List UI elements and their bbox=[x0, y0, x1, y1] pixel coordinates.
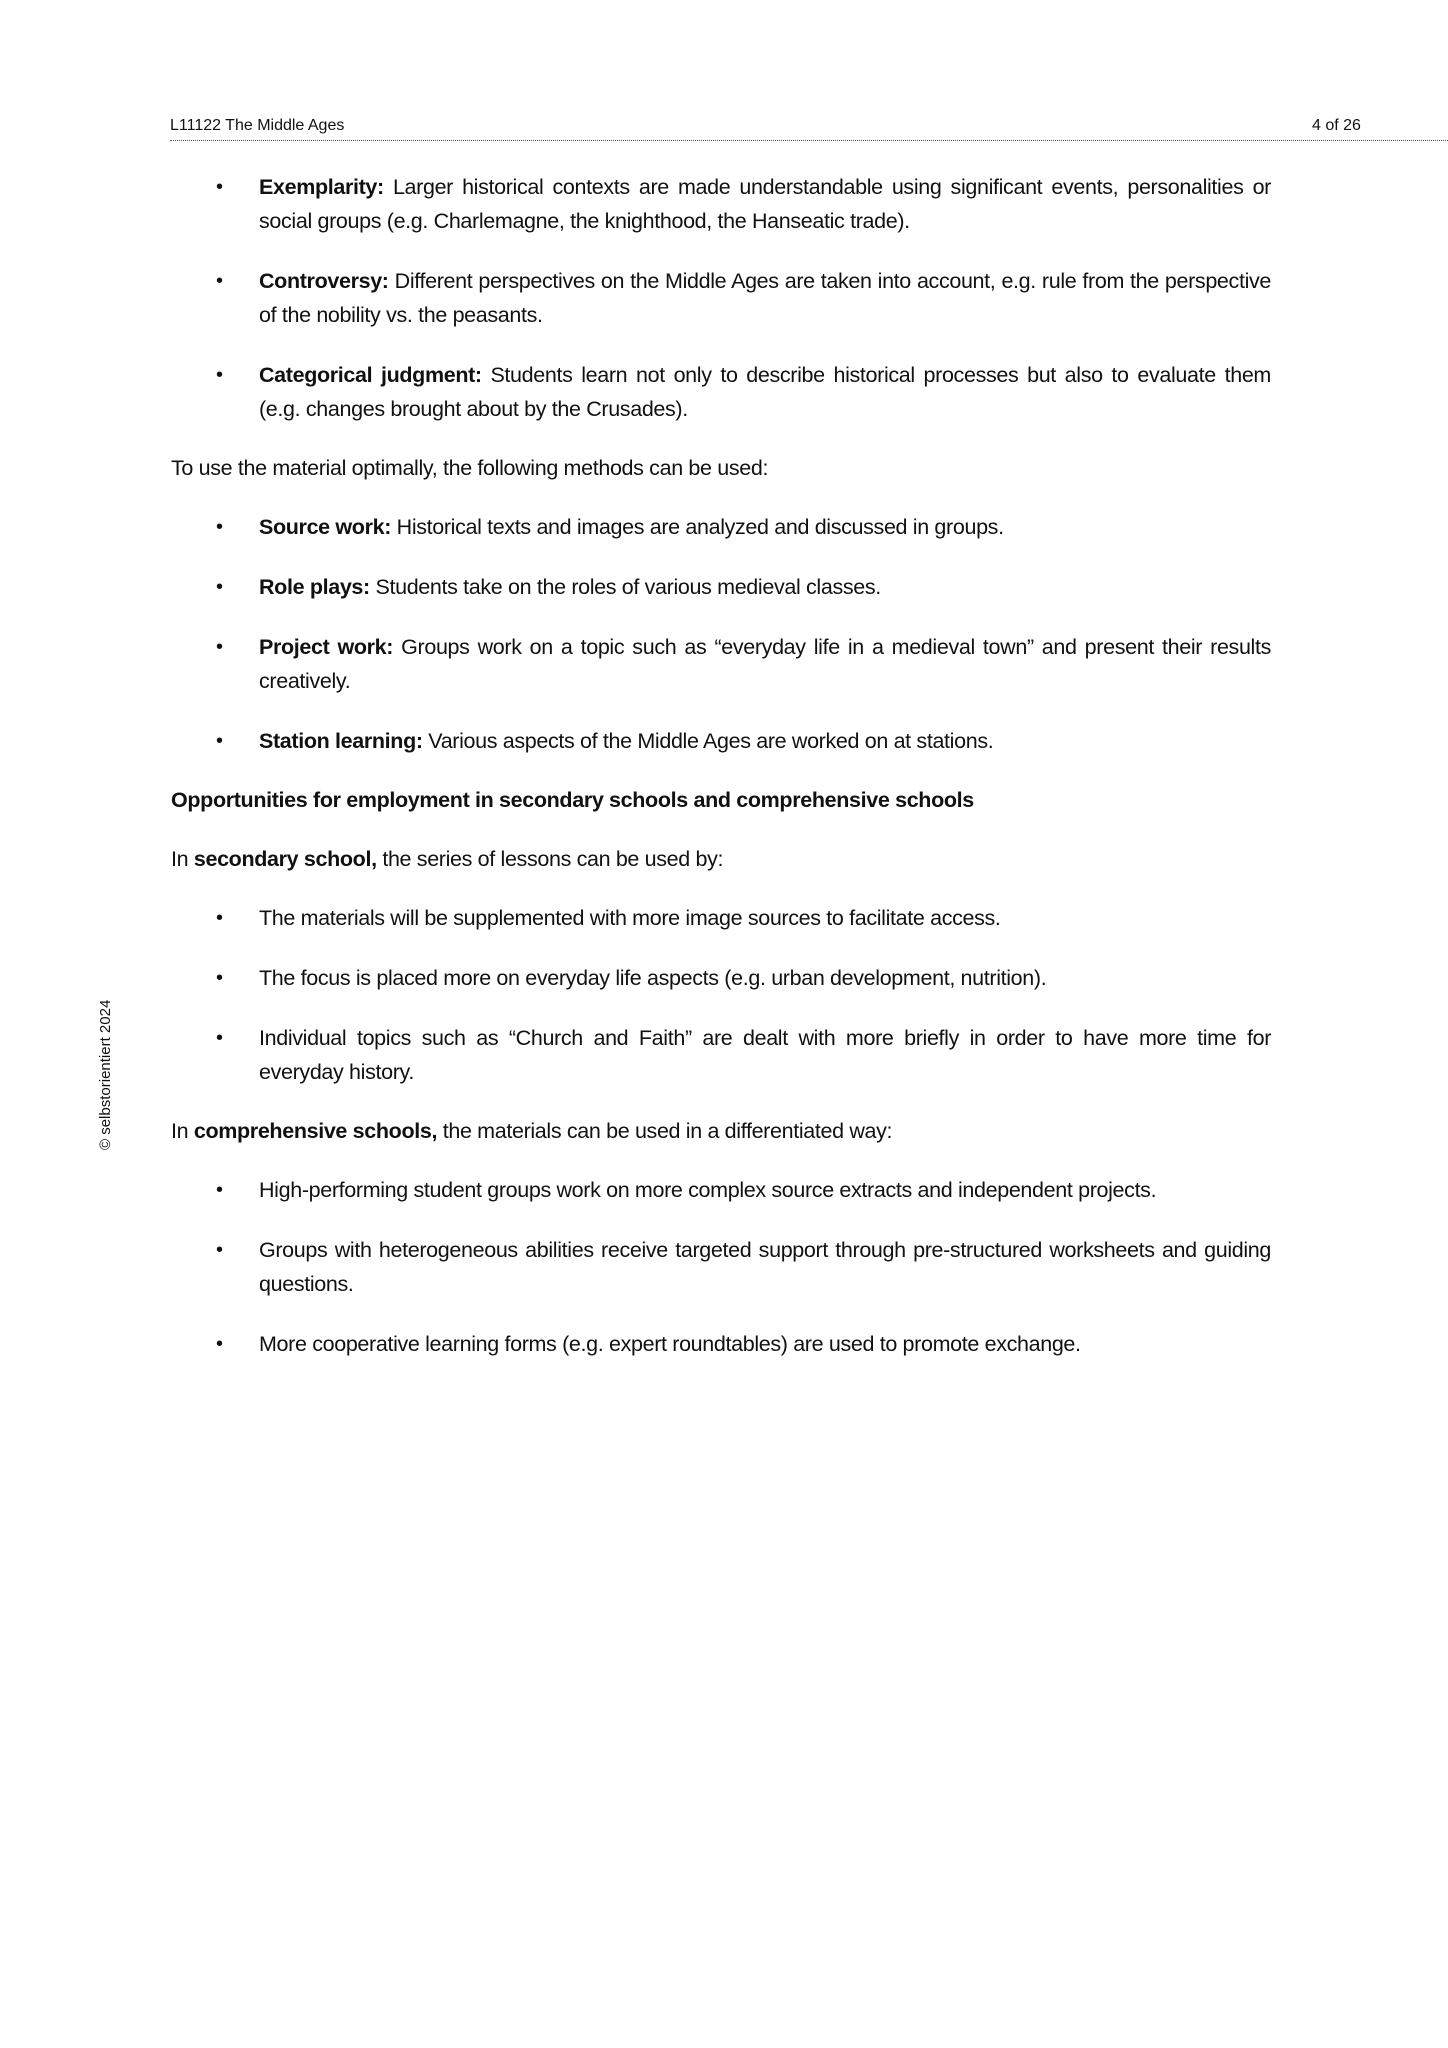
list-item bbox=[171, 570, 1271, 604]
list-item bbox=[171, 961, 1271, 995]
list-item bbox=[171, 1021, 1271, 1089]
methods-list bbox=[171, 510, 1271, 758]
page-indicator: 4 of 26 bbox=[1312, 117, 1361, 134]
bullet-icon: • bbox=[216, 1239, 223, 1261]
document-title: L11122 The Middle Ages bbox=[170, 117, 345, 134]
item-term: Categorical judgment: bbox=[259, 363, 482, 387]
item-term: Controversy: bbox=[259, 269, 389, 293]
list-item bbox=[171, 170, 1271, 238]
page-header bbox=[170, 116, 1448, 141]
criteria-list bbox=[171, 170, 1271, 426]
item-text: Students take on the roles of various medieval classes. bbox=[369, 575, 881, 599]
comprehensive-intro bbox=[171, 1114, 1271, 1148]
item-text: More cooperative learning forms (e.g. expert roundtables) are used to promote exchange. bbox=[259, 1332, 1081, 1356]
copyright-notice: © selbstorientiert 2024 bbox=[97, 999, 114, 1150]
item-term: Station learning: bbox=[259, 729, 423, 753]
item-text: Larger historical contexts are made understandable using significant events, personalities or social groups (e.g. Charlemagne, the knighthood, the Hanseatic trade). bbox=[259, 175, 1271, 233]
item-text: Historical texts and images are analyzed and discussed in groups. bbox=[391, 515, 1004, 539]
bullet-icon: • bbox=[216, 364, 223, 386]
item-text: The materials will be supplemented with more image sources to facilitate access. bbox=[259, 906, 1001, 930]
item-text: The focus is placed more on everyday life aspects (e.g. urban development, nutrition). bbox=[259, 966, 1047, 990]
list-item bbox=[171, 1233, 1271, 1301]
bullet-icon: • bbox=[216, 176, 223, 198]
item-term: Role plays: bbox=[259, 575, 370, 599]
bullet-icon: • bbox=[216, 907, 223, 929]
item-term: Project work: bbox=[259, 635, 394, 659]
item-text: Students learn not only to describe historical processes but also to evaluate them (e.g. changes brought about by the Crusades). bbox=[259, 363, 1271, 421]
item-text: High-performing student groups work on more complex source extracts and independent projects. bbox=[259, 1178, 1157, 1202]
secondary-list bbox=[171, 901, 1271, 1089]
bullet-icon: • bbox=[216, 730, 223, 752]
item-text: Various aspects of the Middle Ages are worked on at stations. bbox=[422, 729, 994, 753]
bullet-icon: • bbox=[216, 1333, 223, 1355]
bullet-icon: • bbox=[216, 1179, 223, 1201]
list-item bbox=[171, 358, 1271, 426]
intro-prefix: In bbox=[171, 847, 194, 871]
intro-bold: comprehensive schools, bbox=[193, 1119, 438, 1143]
intro-prefix: In bbox=[171, 1119, 194, 1143]
bullet-icon: • bbox=[216, 967, 223, 989]
intro-bold: secondary school, bbox=[193, 847, 377, 871]
list-item bbox=[171, 901, 1271, 935]
intro-suffix: the materials can be used in a differentiated way: bbox=[437, 1119, 893, 1143]
list-item bbox=[171, 724, 1271, 758]
list-item bbox=[171, 264, 1271, 332]
item-text: Different perspectives on the Middle Ages are taken into account, e.g. rule from the perspective of the nobility vs. the peasants. bbox=[259, 269, 1271, 327]
item-term: Source work: bbox=[259, 515, 392, 539]
list-item bbox=[171, 1327, 1271, 1361]
comprehensive-list bbox=[171, 1173, 1271, 1361]
bullet-icon: • bbox=[216, 636, 223, 658]
list-item bbox=[171, 630, 1271, 698]
intro-suffix: the series of lessons can be used by: bbox=[376, 847, 724, 871]
document-body bbox=[171, 170, 1271, 1386]
bullet-icon: • bbox=[216, 516, 223, 538]
bullet-icon: • bbox=[216, 270, 223, 292]
list-item bbox=[171, 510, 1271, 544]
item-text: Groups with heterogeneous abilities receive targeted support through pre-structured worksheets and guiding questions. bbox=[259, 1238, 1271, 1296]
methods-intro: To use the material optimally, the following methods can be used: bbox=[171, 456, 769, 480]
item-term: Exemplarity: bbox=[259, 175, 384, 199]
item-text: Groups work on a topic such as “everyday life in a medieval town” and present their results creatively. bbox=[259, 635, 1272, 693]
section-heading: Opportunities for employment in secondary schools and comprehensive schools bbox=[171, 788, 974, 812]
list-item bbox=[171, 1173, 1271, 1207]
bullet-icon: • bbox=[216, 1027, 223, 1049]
bullet-icon: • bbox=[216, 576, 223, 598]
secondary-intro bbox=[171, 842, 1271, 876]
item-text: Individual topics such as “Church and Faith” are dealt with more briefly in order to have more time for everyday history. bbox=[259, 1026, 1271, 1084]
